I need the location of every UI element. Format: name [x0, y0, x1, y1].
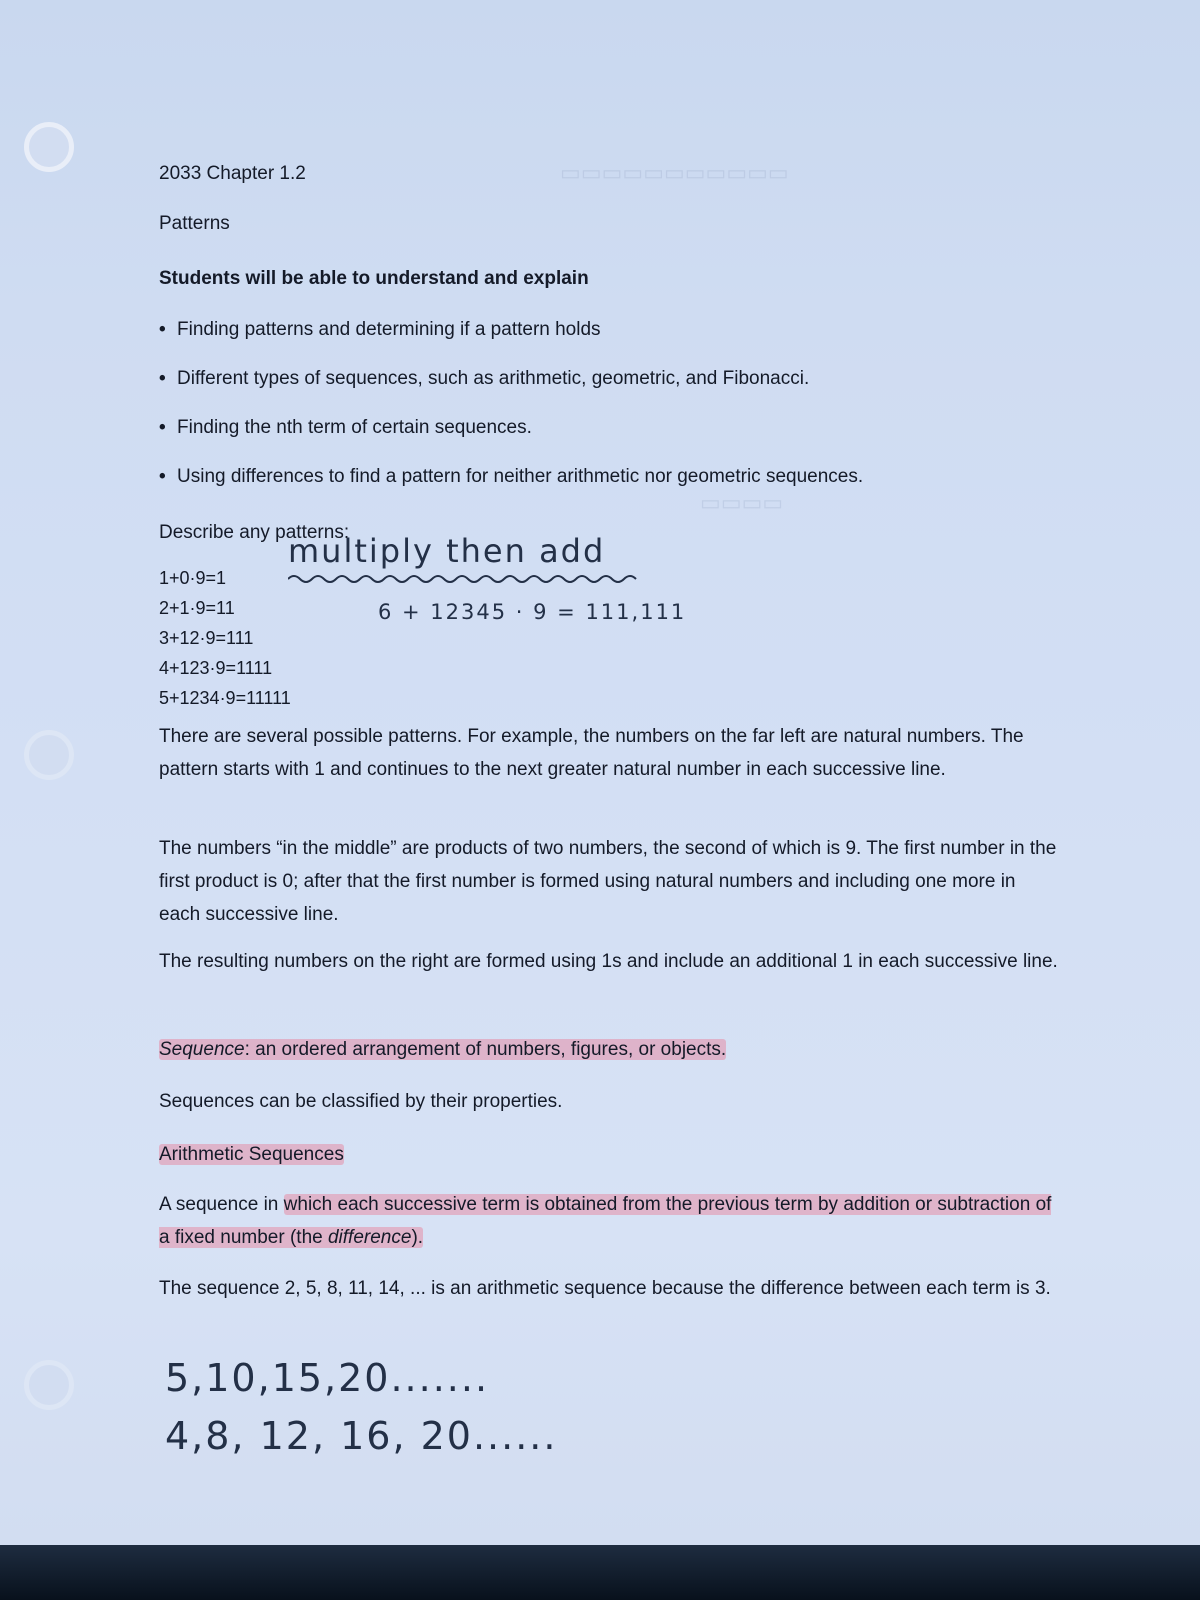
handwritten-sequence: 5,10,15,20....... [165, 1356, 490, 1400]
objectives-heading: Students will be able to understand and explain [159, 268, 589, 289]
sequence-definition-text: : an ordered arrangement of numbers, figures, or objects. [244, 1039, 727, 1060]
pattern-equation: 3+12·9=111 [159, 628, 254, 648]
squiggle-underline [288, 572, 648, 586]
binder-hole [24, 1360, 74, 1410]
binder-hole [24, 122, 74, 172]
topic-title: Patterns [159, 213, 230, 234]
handwritten-equation: 6 + 12345 · 9 = 111,111 [378, 600, 687, 624]
bleed-through-text: ▭▭▭▭▭▭▭▭▭▭▭ [560, 160, 789, 185]
bleed-through-text: ▭▭▭▭ [700, 490, 784, 515]
bullet-icon: • [159, 466, 166, 487]
arithmetic-heading: Arithmetic Sequences [159, 1144, 344, 1165]
bullet-icon: • [159, 368, 166, 389]
explanation-paragraph: The numbers “in the middle” are products of two numbers, the second of which is 9. The first number in the first product is 0; after that the first number is formed using natural numbers and including one more in each successive line. [159, 838, 1057, 925]
explanation-paragraph: There are several possible patterns. For example, the numbers on the far left are natural numbers. The pattern starts with 1 and continues to the next greater natural number in each successive line. [159, 726, 1024, 780]
objective-item: • Finding patterns and determining if a pattern holds [159, 319, 601, 340]
objective-item: • Different types of sequences, such as arithmetic, geometric, and Fibonacci. [159, 368, 810, 389]
patterns-prompt: Describe any patterns: [159, 522, 350, 543]
arithmetic-definition: A sequence in which each successive term is obtained from the previous term by addition or subtraction of a fixed number (the difference). [159, 1194, 1052, 1248]
arithmetic-heading-row [159, 1138, 1059, 1171]
objective-item: • Using differences to find a pattern for neither arithmetic nor geometric sequences. [159, 466, 864, 487]
sequence-definition [159, 1033, 1059, 1066]
arithmetic-example: The sequence 2, 5, 8, 11, 14, ... is an arithmetic sequence because the difference between each term is 3. [159, 1278, 1051, 1299]
pattern-equation: 2+1·9=11 [159, 598, 235, 618]
chapter-title: 2033 Chapter 1.2 [159, 163, 306, 184]
binder-hole [24, 730, 74, 780]
explanation-paragraph: The resulting numbers on the right are formed using 1s and include an additional 1 in each successive line. [159, 951, 1058, 972]
bullet-icon: • [159, 417, 166, 438]
handwritten-note: multiply then add [288, 532, 606, 570]
pattern-equation: 5+1234·9=11111 [159, 688, 291, 708]
pattern-equation: 4+123·9=1111 [159, 658, 273, 678]
sequence-term: Sequence [159, 1039, 245, 1060]
objective-item: • Finding the nth term of certain sequences. [159, 417, 532, 438]
bullet-icon: • [159, 319, 166, 340]
desk-background [0, 1545, 1200, 1600]
sequence-classified: Sequences can be classified by their properties. [159, 1091, 563, 1112]
pattern-equation: 1+0·9=1 [159, 568, 227, 588]
handwritten-sequence: 4,8, 12, 16, 20...... [165, 1414, 558, 1458]
